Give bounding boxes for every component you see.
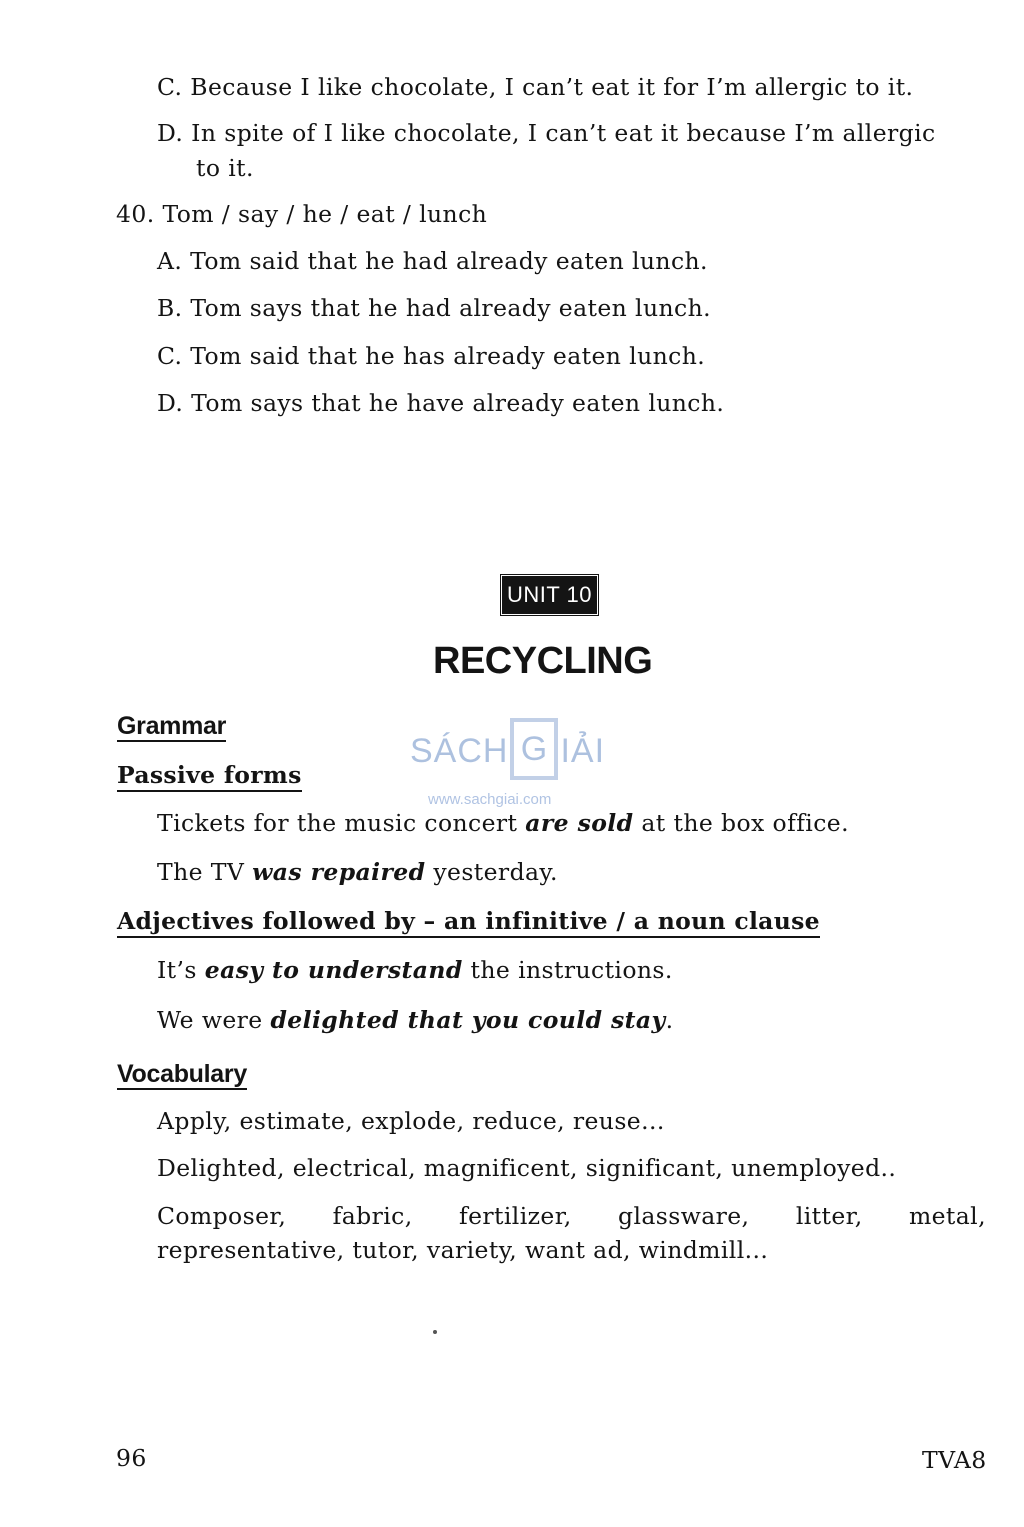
- scan-speck: [433, 1330, 437, 1334]
- vocabulary-word: fertilizer,: [458, 1202, 572, 1230]
- vocabulary-word: metal,: [908, 1202, 986, 1230]
- vocabulary-word: glassware,: [618, 1202, 750, 1230]
- prev-option-c: C. Because I like chocolate, I can’t eat it for I’m allergic to it.: [157, 73, 914, 101]
- passive-example-2-emphasis: was repaired: [252, 858, 426, 886]
- adjectives-example-1-post: the instructions.: [462, 956, 673, 984]
- adjectives-example-2: [157, 1005, 673, 1035]
- watermark-url: www.sachgiai.com: [428, 791, 552, 808]
- passive-example-1-post: at the box office.: [633, 809, 849, 837]
- question-40-option-a: A. Tom said that he had already eaten lunch.: [157, 247, 708, 275]
- question-40-prompt: 40. Tom / say / he / eat / lunch: [116, 200, 488, 228]
- passive-example-1: [157, 808, 849, 838]
- question-40-option-b: B. Tom says that he had already eaten lunch.: [157, 294, 712, 322]
- passive-example-2: [157, 857, 558, 887]
- adjectives-example-2-pre: We were: [157, 1006, 271, 1034]
- watermark-logo: [410, 722, 605, 784]
- grammar-heading: Grammar: [117, 712, 227, 740]
- watermark-box-letter: G: [510, 718, 558, 780]
- vocabulary-heading: Vocabulary: [117, 1060, 247, 1088]
- prev-option-d: D. In spite of I like chocolate, I can’t eat it because I’m allergic: [157, 119, 936, 147]
- adjectives-example-1: [157, 955, 673, 985]
- watermark-text-right: IẢI: [560, 731, 606, 770]
- unit-label: UNIT 10: [502, 576, 597, 614]
- book-code: TVA8: [922, 1446, 987, 1474]
- vocabulary-nouns-line-1: [157, 1201, 986, 1231]
- page-number: 96: [116, 1444, 147, 1472]
- vocabulary-adjectives: Delighted, electrical, magnificent, significant, unemployed..: [157, 1154, 897, 1182]
- adjectives-example-1-pre: It’s: [157, 956, 205, 984]
- prev-option-d-cont: to it.: [196, 154, 254, 182]
- vocabulary-nouns-line-2: representative, tutor, variety, want ad, windmill...: [157, 1236, 769, 1264]
- passive-example-2-post: yesterday.: [425, 858, 558, 886]
- vocabulary-word: Composer,: [157, 1202, 287, 1230]
- adjectives-heading: Adjectives followed by – an infinitive / a noun clause: [117, 906, 820, 938]
- adjectives-example-1-emphasis: easy to understand: [204, 956, 463, 984]
- question-40-option-c: C. Tom said that he has already eaten lunch.: [157, 342, 706, 370]
- vocabulary-word: litter,: [795, 1202, 863, 1230]
- passive-forms-heading: Passive forms: [117, 760, 302, 792]
- vocabulary-word: fabric,: [332, 1202, 413, 1230]
- adjectives-example-2-post: .: [665, 1006, 674, 1034]
- vocabulary-verbs: Apply, estimate, explode, reduce, reuse...: [157, 1107, 665, 1135]
- adjectives-example-2-emphasis: delighted that you could stay: [270, 1006, 666, 1034]
- page-title: RECYCLING: [433, 640, 653, 682]
- watermark-text-left: SÁCH: [410, 731, 509, 770]
- passive-example-2-pre: The TV: [157, 858, 253, 886]
- question-40-option-d: D. Tom says that he have already eaten lunch.: [157, 389, 725, 417]
- passive-example-1-emphasis: are sold: [525, 809, 634, 837]
- passive-example-1-pre: Tickets for the music concert: [157, 809, 526, 837]
